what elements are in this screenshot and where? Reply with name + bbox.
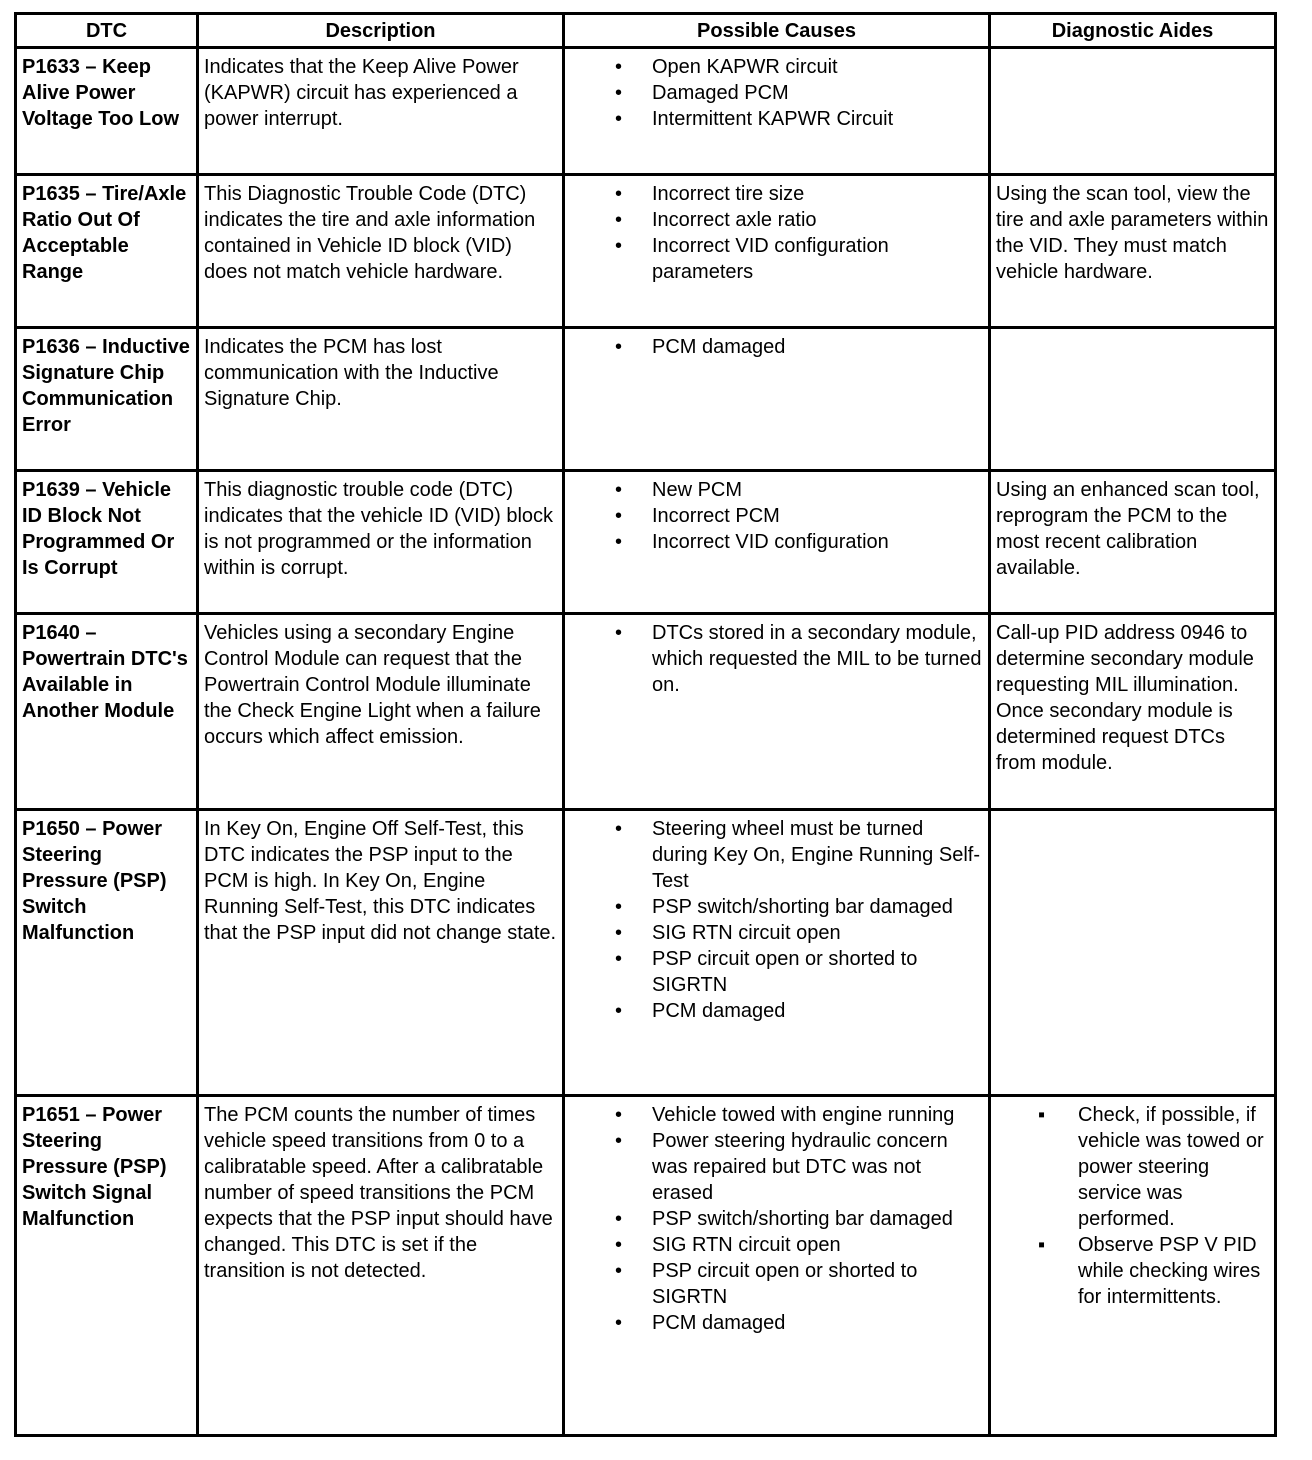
cause-item: • Steering wheel must be turned during Key On, Engine Running Self-Test bbox=[570, 816, 983, 894]
dtc-code: P1651 – Power Steering Pressure (PSP) Switch Signal Malfunction bbox=[16, 1096, 198, 1436]
cause-item: • PCM damaged bbox=[570, 334, 983, 360]
table-row bbox=[16, 328, 1276, 471]
header-row bbox=[16, 14, 1276, 48]
possible-causes bbox=[564, 471, 990, 614]
table-row bbox=[16, 810, 1276, 1096]
dtc-description: Indicates the PCM has lost communication with the Inductive Signature Chip. bbox=[198, 328, 564, 471]
cause-item: • PCM damaged bbox=[570, 998, 983, 1024]
cause-item: • Power steering hydraulic concern was repaired but DTC was not erased bbox=[570, 1128, 983, 1206]
dtc-description: This diagnostic trouble code (DTC) indicates that the vehicle ID (VID) block is not programmed or the information within is corrupt. bbox=[198, 471, 564, 614]
dtc-code: P1636 – Inductive Signature Chip Communication Error bbox=[16, 328, 198, 471]
diagnostic-aides bbox=[990, 1096, 1276, 1436]
possible-causes bbox=[564, 175, 990, 328]
dtc-code: P1639 – Vehicle ID Block Not Programmed Or Is Corrupt bbox=[16, 471, 198, 614]
table-row bbox=[16, 175, 1276, 328]
table-row bbox=[16, 471, 1276, 614]
cause-item: • Incorrect tire size bbox=[570, 181, 983, 207]
cause-item: • Incorrect PCM bbox=[570, 503, 983, 529]
cause-item: • Intermittent KAPWR Circuit bbox=[570, 106, 983, 132]
dtc-description: Indicates that the Keep Alive Power (KAPWR) circuit has experienced a power interrupt. bbox=[198, 48, 564, 175]
diagnostic-aides bbox=[990, 328, 1276, 471]
aide-item: ▪ Observe PSP V PID while checking wires for intermittents. bbox=[996, 1232, 1269, 1310]
table-row bbox=[16, 48, 1276, 175]
dtc-description: The PCM counts the number of times vehicle speed transitions from 0 to a calibratable speed. After a calibratable number of speed transitions the PCM expects that the PSP input should have changed. This DTC is set if the transition is not detected. bbox=[198, 1096, 564, 1436]
cause-item: • Incorrect axle ratio bbox=[570, 207, 983, 233]
cause-item: • SIG RTN circuit open bbox=[570, 1232, 983, 1258]
possible-causes bbox=[564, 328, 990, 471]
cause-item: • PSP switch/shorting bar damaged bbox=[570, 1206, 983, 1232]
diagnostic-aides: Call-up PID address 0946 to determine secondary module requesting MIL illumination. Once secondary module is determined request DTCs from module. bbox=[990, 614, 1276, 810]
cause-item: • Open KAPWR circuit bbox=[570, 54, 983, 80]
possible-causes bbox=[564, 48, 990, 175]
diagnostic-aides bbox=[990, 810, 1276, 1096]
dtc-code: P1650 – Power Steering Pressure (PSP) Switch Malfunction bbox=[16, 810, 198, 1096]
dtc-description: In Key On, Engine Off Self-Test, this DTC indicates the PSP input to the PCM is high. In Key On, Engine Running Self-Test, this DTC indicates that the PSP input did not change state. bbox=[198, 810, 564, 1096]
dtc-code: P1640 – Powertrain DTC's Available in Another Module bbox=[16, 614, 198, 810]
dtc-table bbox=[14, 12, 1277, 1437]
header-possible-causes: Possible Causes bbox=[564, 14, 990, 48]
cause-item: • Vehicle towed with engine running bbox=[570, 1102, 983, 1128]
cause-item: • PSP circuit open or shorted to SIGRTN bbox=[570, 1258, 983, 1310]
header-description: Description bbox=[198, 14, 564, 48]
aide-item: ▪ Check, if possible, if vehicle was towed or power steering service was performed. bbox=[996, 1102, 1269, 1232]
cause-item: • Incorrect VID configuration parameters bbox=[570, 233, 983, 285]
cause-item: • PCM damaged bbox=[570, 1310, 983, 1336]
cause-item: • Damaged PCM bbox=[570, 80, 983, 106]
dtc-code: P1633 – Keep Alive Power Voltage Too Low bbox=[16, 48, 198, 175]
diagnostic-aides: Using an enhanced scan tool, reprogram the PCM to the most recent calibration available. bbox=[990, 471, 1276, 614]
cause-item: • Incorrect VID configuration bbox=[570, 529, 983, 555]
possible-causes bbox=[564, 810, 990, 1096]
cause-item: • DTCs stored in a secondary module, which requested the MIL to be turned on. bbox=[570, 620, 983, 698]
diagnostic-aides bbox=[990, 48, 1276, 175]
dtc-description: This Diagnostic Trouble Code (DTC) indicates the tire and axle information contained in Vehicle ID block (VID) does not match vehicle hardware. bbox=[198, 175, 564, 328]
cause-item: • PSP circuit open or shorted to SIGRTN bbox=[570, 946, 983, 998]
cause-item: • New PCM bbox=[570, 477, 983, 503]
header-diagnostic-aides: Diagnostic Aides bbox=[990, 14, 1276, 48]
cause-item: • PSP switch/shorting bar damaged bbox=[570, 894, 983, 920]
possible-causes bbox=[564, 1096, 990, 1436]
cause-item: • SIG RTN circuit open bbox=[570, 920, 983, 946]
table-row bbox=[16, 1096, 1276, 1436]
dtc-code: P1635 – Tire/Axle Ratio Out Of Acceptable Range bbox=[16, 175, 198, 328]
possible-causes bbox=[564, 614, 990, 810]
dtc-description: Vehicles using a secondary Engine Control Module can request that the Powertrain Control Module illuminate the Check Engine Light when a failure occurs which affect emission. bbox=[198, 614, 564, 810]
diagnostic-aides: Using the scan tool, view the tire and axle parameters within the VID. They must match vehicle hardware. bbox=[990, 175, 1276, 328]
header-dtc: DTC bbox=[16, 14, 198, 48]
table-row bbox=[16, 614, 1276, 810]
